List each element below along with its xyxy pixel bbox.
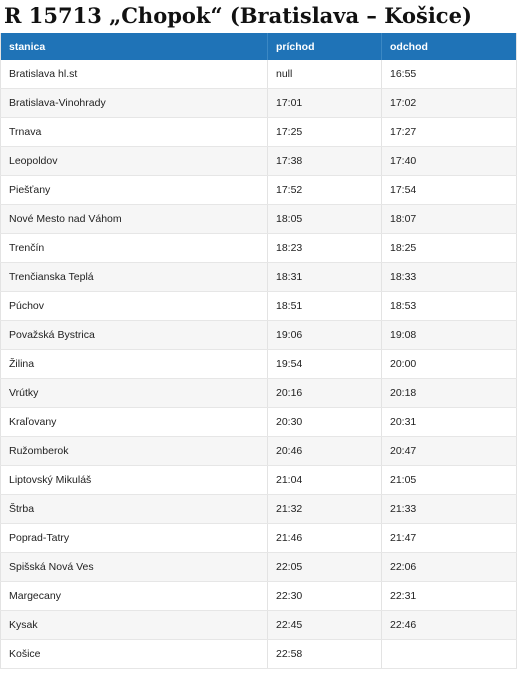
arrival-cell: 20:30 <box>268 408 382 437</box>
arrival-cell: 17:25 <box>268 118 382 147</box>
arrival-cell: 19:06 <box>268 321 382 350</box>
column-header-departure: odchod <box>382 33 517 60</box>
table-row <box>1 466 517 495</box>
departure-cell: 18:53 <box>382 292 517 321</box>
departure-cell: 20:31 <box>382 408 517 437</box>
departure-cell <box>382 640 517 669</box>
arrival-cell: 18:51 <box>268 292 382 321</box>
station-cell: Spišská Nová Ves <box>1 553 268 582</box>
station-cell: Púchov <box>1 292 268 321</box>
table-row <box>1 89 517 118</box>
departure-cell: 17:02 <box>382 89 517 118</box>
table-row <box>1 60 517 89</box>
table-row <box>1 611 517 640</box>
table-row <box>1 582 517 611</box>
table-row <box>1 205 517 234</box>
station-cell: Vrútky <box>1 379 268 408</box>
arrival-cell: 19:54 <box>268 350 382 379</box>
arrival-cell: 18:31 <box>268 263 382 292</box>
arrival-cell: 17:52 <box>268 176 382 205</box>
station-cell: Trenčín <box>1 234 268 263</box>
station-cell: Ružomberok <box>1 437 268 466</box>
station-cell: Kysak <box>1 611 268 640</box>
departure-cell: 19:08 <box>382 321 517 350</box>
arrival-cell: 22:45 <box>268 611 382 640</box>
station-cell: Margecany <box>1 582 268 611</box>
timetable <box>0 33 517 669</box>
departure-cell: 22:06 <box>382 553 517 582</box>
table-row <box>1 524 517 553</box>
arrival-cell: 17:01 <box>268 89 382 118</box>
station-cell: Kraľovany <box>1 408 268 437</box>
station-cell: Piešťany <box>1 176 268 205</box>
station-cell: Trenčianska Teplá <box>1 263 268 292</box>
departure-cell: 21:05 <box>382 466 517 495</box>
table-row <box>1 118 517 147</box>
arrival-cell: 18:05 <box>268 205 382 234</box>
arrival-cell: 20:16 <box>268 379 382 408</box>
station-cell: Poprad-Tatry <box>1 524 268 553</box>
table-row <box>1 350 517 379</box>
table-row <box>1 147 517 176</box>
table-row <box>1 176 517 205</box>
column-header-arrival: príchod <box>268 33 382 60</box>
departure-cell: 17:40 <box>382 147 517 176</box>
departure-cell: 22:46 <box>382 611 517 640</box>
departure-cell: 18:25 <box>382 234 517 263</box>
arrival-cell: 22:58 <box>268 640 382 669</box>
departure-cell: 16:55 <box>382 60 517 89</box>
station-cell: Bratislava hl.st <box>1 60 268 89</box>
departure-cell: 17:27 <box>382 118 517 147</box>
station-cell: Trnava <box>1 118 268 147</box>
table-row <box>1 640 517 669</box>
station-cell: Leopoldov <box>1 147 268 176</box>
table-row <box>1 321 517 350</box>
departure-cell: 18:07 <box>382 205 517 234</box>
station-cell: Považská Bystrica <box>1 321 268 350</box>
station-cell: Košice <box>1 640 268 669</box>
departure-cell: 17:54 <box>382 176 517 205</box>
arrival-cell: 21:32 <box>268 495 382 524</box>
column-header-station: stanica <box>1 33 268 60</box>
table-header-row <box>1 33 517 60</box>
departure-cell: 22:31 <box>382 582 517 611</box>
departure-cell: 20:18 <box>382 379 517 408</box>
arrival-cell: 17:38 <box>268 147 382 176</box>
table-row <box>1 292 517 321</box>
departure-cell: 20:47 <box>382 437 517 466</box>
departure-cell: 20:00 <box>382 350 517 379</box>
departure-cell: 21:33 <box>382 495 517 524</box>
arrival-cell: 20:46 <box>268 437 382 466</box>
arrival-cell: 22:05 <box>268 553 382 582</box>
table-row <box>1 437 517 466</box>
table-row <box>1 263 517 292</box>
departure-cell: 18:33 <box>382 263 517 292</box>
table-row <box>1 234 517 263</box>
table-row <box>1 553 517 582</box>
arrival-cell: null <box>268 60 382 89</box>
station-cell: Bratislava-Vinohrady <box>1 89 268 118</box>
page-title: R 15713 „Chopok“ (Bratislava – Košice) <box>4 3 472 28</box>
arrival-cell: 21:04 <box>268 466 382 495</box>
table-row <box>1 379 517 408</box>
station-cell: Žilina <box>1 350 268 379</box>
station-cell: Liptovský Mikuláš <box>1 466 268 495</box>
arrival-cell: 22:30 <box>268 582 382 611</box>
arrival-cell: 21:46 <box>268 524 382 553</box>
station-cell: Nové Mesto nad Váhom <box>1 205 268 234</box>
arrival-cell: 18:23 <box>268 234 382 263</box>
station-cell: Štrba <box>1 495 268 524</box>
table-row <box>1 408 517 437</box>
table-row <box>1 495 517 524</box>
departure-cell: 21:47 <box>382 524 517 553</box>
